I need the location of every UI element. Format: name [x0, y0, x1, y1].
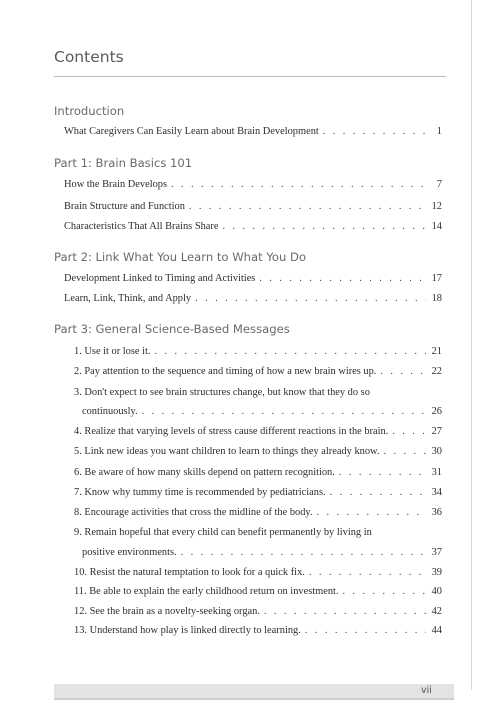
toc-entry-label: How the Brain Develops: [64, 179, 168, 190]
toc-entry-label: 4. Realize that varying levels of stress cause different reactions in the brain.: [74, 426, 389, 437]
toc-entry-page: 36: [431, 507, 442, 518]
dot-leader: [181, 546, 426, 560]
toc-entry[interactable]: [74, 466, 442, 480]
toc-entry[interactable]: [74, 605, 442, 619]
toc-entry-label: Characteristics That All Brains Share: [64, 221, 219, 232]
toc-entry[interactable]: [64, 292, 442, 306]
toc-entry-label: Learn, Link, Think, and Apply: [64, 293, 192, 304]
toc-entry-page: 1: [436, 126, 442, 137]
toc-entry-page: 22: [431, 366, 442, 377]
toc-entry[interactable]: [74, 585, 442, 599]
section-heading-part-1: Part 1: Brain Basics 101: [54, 156, 193, 170]
toc-entry[interactable]: [74, 566, 442, 580]
title-rule: [54, 76, 446, 77]
dot-leader: [343, 585, 426, 599]
dot-leader: [392, 425, 426, 439]
toc-entry[interactable]: [64, 200, 442, 214]
toc-entry-label: 6. Be aware of how many skills depend on pattern recognition.: [74, 467, 335, 478]
toc-entry-first-line[interactable]: [74, 526, 442, 540]
dot-leader: [309, 566, 426, 580]
dot-leader: [305, 624, 426, 638]
toc-entry-page: 40: [431, 586, 442, 597]
dot-leader: [339, 466, 426, 480]
dot-leader: [171, 178, 426, 192]
toc-entry-label: Development Linked to Timing and Activities: [64, 273, 256, 284]
dot-leader: [189, 200, 426, 214]
toc-entry[interactable]: [64, 125, 442, 139]
footer-bar-shadow: [54, 698, 454, 700]
toc-entry-page: 7: [436, 179, 442, 190]
toc-entry-page: 31: [431, 467, 442, 478]
dot-leader: [380, 365, 426, 379]
toc-entry-first-line[interactable]: [74, 386, 442, 400]
dot-leader: [259, 272, 426, 286]
toc-entry-label: 8. Encourage activities that cross the midline of the body.: [74, 507, 313, 518]
toc-entry-label: 2. Pay attention to the sequence and timing of how a new brain wires up.: [74, 366, 377, 377]
dot-leader: [264, 605, 426, 619]
toc-entry-page: 42: [431, 606, 442, 617]
toc-entry-page: 39: [431, 567, 442, 578]
toc-entry[interactable]: [74, 365, 442, 379]
toc-entry[interactable]: [74, 624, 442, 638]
toc-entry-page: 21: [431, 346, 442, 357]
toc-entry-label: 10. Resist the natural temptation to look for a quick fix.: [74, 567, 305, 578]
toc-entry[interactable]: [74, 486, 442, 500]
toc-entry-label: What Caregivers Can Easily Learn about Brain Development: [64, 126, 319, 137]
toc-entry[interactable]: [74, 425, 442, 439]
toc-entry-page: 14: [431, 221, 442, 232]
toc-entry-label: Brain Structure and Function: [64, 201, 185, 212]
toc-entry-label: 7. Know why tummy time is recommended by pediatricians.: [74, 487, 326, 498]
dot-leader: [323, 125, 426, 139]
toc-entry-continuation[interactable]: [82, 405, 442, 419]
toc-entry-label: 11. Be able to explain the early childhood return on investment.: [74, 586, 339, 597]
toc-entry-page: 44: [431, 625, 442, 636]
toc-entry[interactable]: [74, 506, 442, 520]
toc-entry[interactable]: [64, 178, 442, 192]
page-title: Contents: [54, 48, 124, 66]
toc-entry[interactable]: [74, 345, 442, 359]
toc-entry[interactable]: [64, 272, 442, 286]
dot-leader: [383, 445, 426, 459]
toc-entry[interactable]: [64, 220, 442, 234]
toc-entry-continuation[interactable]: [82, 546, 442, 560]
toc-entry-page: 34: [431, 487, 442, 498]
toc-entry-label: 5. Link new ideas you want children to learn to things they already know.: [74, 446, 380, 457]
toc-entry-page: 27: [431, 426, 442, 437]
toc-entry-page: 26: [431, 406, 442, 417]
section-heading-part-3: Part 3: General Science-Based Messages: [54, 322, 290, 336]
toc-entry-page: 17: [431, 273, 442, 284]
page-number: vii: [421, 685, 432, 696]
dot-leader: [222, 220, 426, 234]
dot-leader: [330, 486, 426, 500]
toc-entry-label: 1. Use it or lose it.: [74, 346, 151, 357]
toc-entry-label-continued: positive environments.: [82, 547, 177, 558]
toc-entry-label: 9. Remain hopeful that every child can benefit permanently by living in: [74, 527, 372, 538]
toc-entry[interactable]: [74, 445, 442, 459]
toc-entry-label: 12. See the brain as a novelty-seeking organ.: [74, 606, 260, 617]
toc-entry-page: 30: [431, 446, 442, 457]
toc-entry-label: 13. Understand how play is linked directly to learning.: [74, 625, 301, 636]
dot-leader: [195, 292, 426, 306]
footer-bar: [54, 684, 454, 698]
section-heading-part-2: Part 2: Link What You Learn to What You Do: [54, 250, 307, 264]
toc-entry-page: 18: [431, 293, 442, 304]
toc-entry-label-continued: continuously.: [82, 406, 138, 417]
page-edge: [471, 0, 472, 690]
toc-entry-label: 3. Don't expect to see brain structures change, but know that they do so: [74, 387, 370, 398]
toc-entry-page: 37: [431, 547, 442, 558]
dot-leader: [154, 345, 426, 359]
dot-leader: [317, 506, 426, 520]
section-heading-introduction: Introduction: [54, 104, 125, 118]
dot-leader: [142, 405, 426, 419]
toc-entry-page: 12: [431, 201, 442, 212]
